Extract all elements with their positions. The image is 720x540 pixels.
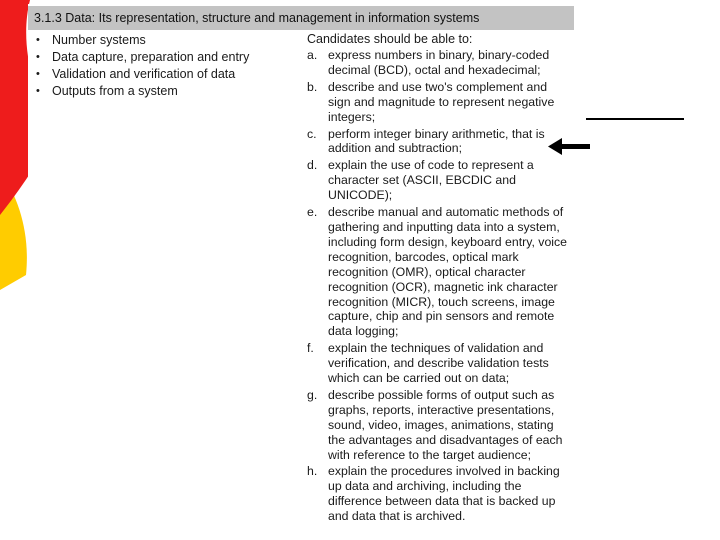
objective-item (307, 48, 572, 78)
left-arrow-icon (548, 138, 590, 156)
objective-item (307, 205, 572, 339)
objective-letter: c. (307, 126, 317, 141)
objective-letter: d. (307, 158, 318, 173)
section-title: 3.1.3 Data: Its representation, structure and management in information systems (34, 11, 480, 25)
topic-label: Outputs from a system (52, 84, 178, 98)
objective-letter: e. (307, 205, 318, 220)
objective-item (307, 464, 572, 524)
objective-letter: h. (307, 464, 318, 479)
objective-item (307, 341, 572, 386)
objective-list (307, 48, 572, 526)
objective-item (307, 388, 572, 463)
annotation-line (586, 118, 684, 120)
topic-list (36, 32, 249, 100)
topic-label: Number systems (52, 33, 146, 47)
objective-text: explain the use of code to represent a character set (ASCII, EBCDIC and UNICODE); (328, 158, 534, 203)
objective-text: describe manual and automatic methods of gathering and inputting data into a system, including form design, keyboard entry, voice recognition, barcodes, optical mark recognition (OMR), optical character recognition (OCR), magnetic ink character recognition (MICR), touch screens, image capture, chip and pin sensors and remote data logging; (328, 205, 568, 339)
document-page (28, 4, 574, 540)
objective-text: express numbers in binary, binary-coded decimal (BCD), octal and hexadecimal; (328, 48, 550, 77)
objective-text: describe and use two's complement and sign and magnitude to represent negative integers; (328, 79, 555, 124)
bullet-icon: • (36, 51, 40, 63)
objective-text: describe possible forms of output such as graphs, reports, interactive presentations, sound, video, images, animations, stating the advantages and disadvantages of each with reference to the target audience; (328, 387, 563, 462)
objective-text: explain the procedures involved in backing up data and archiving, including the difference between data that is backed up and data that is archived. (328, 464, 560, 524)
topic-label: Validation and verification of data (52, 67, 236, 81)
objective-letter: f. (307, 341, 314, 356)
objective-item (307, 158, 572, 203)
bullet-icon: • (36, 68, 40, 80)
topic-item (36, 49, 249, 66)
objective-letter: g. (307, 387, 318, 402)
topic-item (36, 83, 249, 100)
section-header (28, 6, 574, 30)
objective-text: explain the techniques of validation and verification, and describe validation tests which can be carried out on data; (328, 341, 549, 386)
topic-label: Data capture, preparation and entry (52, 50, 250, 64)
topic-item (36, 66, 249, 83)
objective-item (307, 127, 572, 157)
objective-letter: a. (307, 48, 318, 62)
bullet-icon: • (36, 34, 40, 46)
objectives-heading: Candidates should be able to: (307, 32, 473, 46)
objective-letter: b. (307, 79, 318, 94)
bullet-icon: • (36, 85, 40, 97)
objective-text: perform integer binary arithmetic, that is addition and subtraction; (328, 126, 545, 156)
topic-item (36, 32, 249, 49)
objective-item (307, 80, 572, 125)
